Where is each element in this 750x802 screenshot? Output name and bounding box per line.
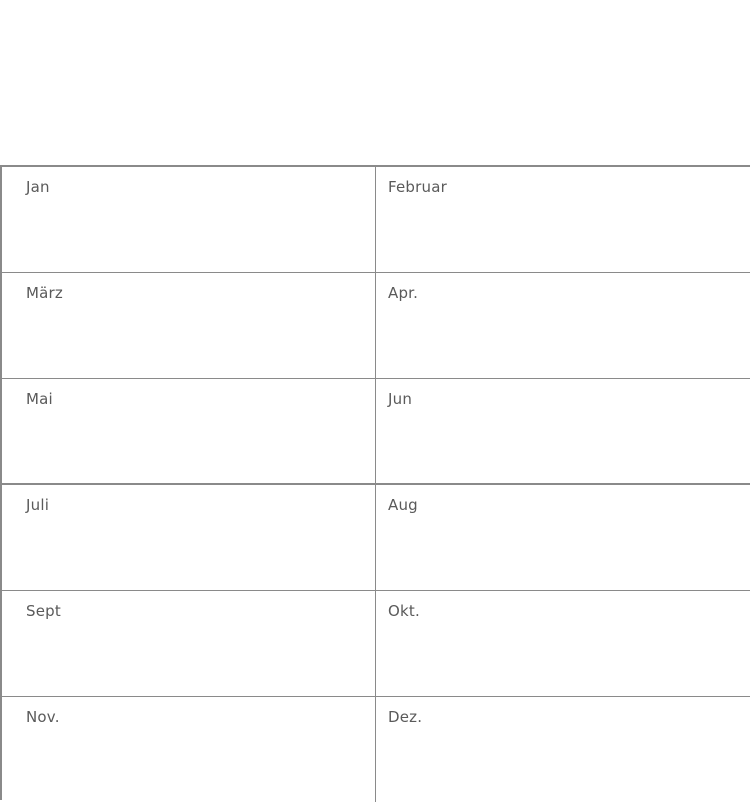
month-label-oct: Okt. <box>388 602 420 620</box>
month-label-aug: Aug <box>388 496 418 514</box>
month-cell-feb[interactable] <box>376 167 750 273</box>
month-cell-mar[interactable] <box>2 273 376 379</box>
month-label-apr: Apr. <box>388 284 419 302</box>
month-cell-nov[interactable] <box>2 697 376 802</box>
month-label-may: Mai <box>26 390 53 408</box>
month-cell-apr[interactable] <box>376 273 750 379</box>
month-label-sep: Sept <box>26 602 61 620</box>
year-planner-grid <box>0 165 750 800</box>
month-cell-sep[interactable] <box>2 591 376 697</box>
month-label-jun: Jun <box>388 390 413 408</box>
month-label-mar: März <box>26 284 63 302</box>
month-cell-oct[interactable] <box>376 591 750 697</box>
month-label-jul: Juli <box>26 496 50 514</box>
month-label-jan: Jan <box>26 178 50 196</box>
month-cell-dec[interactable] <box>376 697 750 802</box>
month-cell-may[interactable] <box>2 379 376 485</box>
month-label-dec: Dez. <box>388 708 423 726</box>
month-cell-jan[interactable] <box>2 167 376 273</box>
month-label-feb: Februar <box>388 178 447 196</box>
month-cell-jul[interactable] <box>2 485 376 591</box>
month-cell-aug[interactable] <box>376 485 750 591</box>
month-label-nov: Nov. <box>26 708 60 726</box>
month-cell-jun[interactable] <box>376 379 750 485</box>
